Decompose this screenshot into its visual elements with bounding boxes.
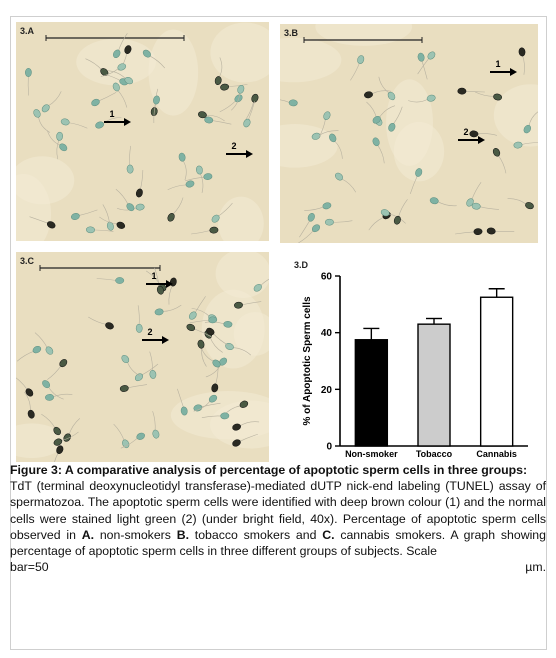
caption-body-2: non-smokers <box>94 527 177 542</box>
sperm-cell <box>297 223 322 243</box>
sperm-cell <box>472 203 500 212</box>
arrow-label: 2 <box>147 327 153 337</box>
sperm-cell <box>25 68 32 95</box>
sperm-head <box>95 121 105 130</box>
caption-ref-b: B. <box>176 527 190 542</box>
sperm-cell <box>125 146 134 174</box>
sperm-cell <box>148 95 160 123</box>
sperm-tail <box>52 394 72 398</box>
pointer-arrow <box>490 59 517 76</box>
sperm-cell <box>211 365 224 393</box>
sperm-head <box>120 385 130 393</box>
sperm-head <box>136 324 142 333</box>
sperm-tail <box>494 230 514 234</box>
sperm-cell <box>62 417 82 443</box>
sperm-head <box>469 130 478 137</box>
sperm-cell <box>41 90 64 114</box>
sperm-cell <box>492 147 510 174</box>
figure-caption <box>10 462 546 575</box>
sperm-head <box>136 203 145 210</box>
sperm-head <box>185 180 195 188</box>
sperm-head <box>322 202 332 210</box>
bar-non-smoker <box>355 340 387 446</box>
y-tick-label: 40 <box>320 328 332 340</box>
sperm-head <box>134 372 144 382</box>
pointer-arrow <box>142 327 169 344</box>
apoptosis-bar-chart <box>280 252 538 467</box>
sperm-tail <box>162 305 182 312</box>
sperm-cell <box>120 354 142 379</box>
sperm-head <box>45 394 54 401</box>
sperm-cell <box>16 345 42 364</box>
sperm-head <box>458 88 467 94</box>
sperm-head <box>125 202 135 212</box>
sperm-tail <box>103 204 110 224</box>
sperm-head <box>364 91 373 99</box>
sperm-tail <box>28 75 29 95</box>
sperm-cell <box>60 118 88 131</box>
sperm-head <box>41 379 51 389</box>
sperm-cell <box>455 228 483 236</box>
sperm-cell <box>364 87 392 98</box>
sperm-tail <box>47 365 61 381</box>
y-axis-label: % of Apoptotic Sperm cells <box>302 296 313 426</box>
sperm-tail <box>280 99 290 103</box>
sperm-head <box>307 212 316 222</box>
sperm-tail <box>127 384 147 389</box>
sperm-tail <box>56 139 60 159</box>
sperm-tail <box>455 232 475 234</box>
sperm-cell <box>147 411 160 439</box>
sperm-head <box>104 321 114 330</box>
sperm-tail <box>246 101 254 120</box>
sperm-head <box>196 165 203 174</box>
sperm-tail <box>137 170 145 190</box>
sperm-tail <box>298 230 314 243</box>
sperm-head <box>24 387 34 397</box>
sperm-head <box>27 409 35 419</box>
sperm-cell <box>350 55 365 83</box>
caption-body-3: tobacco smokers and <box>189 527 323 542</box>
background-blotch <box>280 124 338 168</box>
sperm-tail <box>246 101 257 120</box>
sperm-head <box>242 118 251 128</box>
sperm-head <box>127 165 134 174</box>
caption-ref-c: C. <box>322 527 335 542</box>
sperm-tail <box>465 91 485 92</box>
sperm-head <box>41 103 51 113</box>
sperm-head <box>417 52 425 62</box>
sperm-head <box>224 321 233 328</box>
sperm-head <box>86 226 95 233</box>
sperm-tail <box>98 92 116 101</box>
sperm-head <box>90 98 100 107</box>
caption-body-1: TdT (terminal deoxynucleotidyl transferase)-mediated dUTP nick-end labeling (TUNEL) assay of spermatozoa. The apoptotic sperm cells were identified with deep brown colour (1) and the normal cells were stained light green (2) (under bright field, 40x). Percentage of apoptotic sperm cells observed in <box>10 479 546 542</box>
sperm-cell <box>97 277 124 283</box>
arrow-label: 2 <box>231 141 237 151</box>
caption-body-4: cannabis smokers. A graph showing percentage of apoptotic sperm cells in three different groups of subjects. Scale <box>10 527 546 559</box>
sperm-tail <box>168 183 188 190</box>
chart-panel-d <box>280 252 538 467</box>
sperm-head <box>220 83 229 90</box>
arrow-head <box>124 118 131 126</box>
background-blotch <box>280 38 341 83</box>
sperm-head <box>135 188 143 198</box>
sperm-cell <box>44 130 69 152</box>
sperm-head <box>116 277 124 283</box>
sperm-head <box>56 132 63 141</box>
sperm-tail <box>47 91 62 107</box>
sperm-head <box>116 221 126 230</box>
arrow-head <box>510 68 517 76</box>
arrow-head <box>162 336 169 344</box>
sperm-head <box>32 345 42 354</box>
sperm-cell <box>325 219 352 226</box>
arrow-label: 1 <box>109 109 115 119</box>
sperm-cell <box>112 82 128 109</box>
sperm-head <box>166 212 175 222</box>
sperm-head <box>289 100 298 107</box>
sperm-head <box>71 212 81 220</box>
panel-label-a: 3.A <box>20 26 35 36</box>
sperm-cell <box>120 381 148 393</box>
sperm-head <box>178 152 186 162</box>
sperm-cell <box>101 203 114 231</box>
y-tick-label: 60 <box>320 271 332 283</box>
sperm-cell <box>178 152 190 180</box>
micrograph-panel-b <box>280 24 538 243</box>
bar-tobacco <box>418 324 450 446</box>
panel-label-c: 3.C <box>20 256 35 266</box>
background-blotch <box>315 24 412 46</box>
caption-scale-right: µm. <box>525 560 546 575</box>
sperm-tail <box>114 423 125 442</box>
sperm-cell <box>469 130 497 139</box>
background-blotch <box>218 197 264 241</box>
x-tick-label: Cannabis <box>476 449 517 459</box>
sperm-tail <box>341 177 357 192</box>
sperm-head <box>426 50 436 60</box>
sperm-cell <box>135 305 142 332</box>
sperm-cell <box>45 392 73 401</box>
sperm-cell <box>154 305 182 316</box>
sperm-head <box>325 219 334 225</box>
sperm-tail <box>398 198 407 218</box>
sperm-tail <box>181 160 189 180</box>
sperm-cell <box>90 90 117 107</box>
sperm-tail <box>367 217 385 230</box>
sperm-tail <box>37 115 50 135</box>
sperm-cell <box>280 99 298 107</box>
sperm-tail <box>470 182 483 200</box>
sperm-head <box>149 370 156 379</box>
sperm-cell <box>204 116 232 126</box>
sperm-head <box>203 173 212 180</box>
sperm-head <box>214 76 222 85</box>
sperm-head <box>220 413 229 420</box>
micrograph-b-image <box>280 24 538 243</box>
sperm-tail <box>126 361 141 378</box>
sperm-head <box>60 118 70 126</box>
sperm-tail <box>377 77 390 95</box>
arrow-head <box>246 150 253 158</box>
background-blotch <box>386 79 433 166</box>
caption-body <box>10 478 546 559</box>
micrograph-panel-c <box>16 252 269 462</box>
sperm-tail <box>213 365 220 385</box>
arrow-head <box>478 136 485 144</box>
x-tick-label: Non-smoker <box>345 449 398 459</box>
sperm-head <box>518 47 525 56</box>
sperm-tail <box>16 374 28 391</box>
sperm-tail <box>138 305 139 325</box>
sperm-tail <box>97 279 117 281</box>
sperm-head <box>120 354 130 364</box>
sperm-tail <box>479 207 499 210</box>
sperm-tail <box>422 60 427 80</box>
micrograph-panel-a <box>16 22 269 241</box>
sperm-tail <box>212 120 232 124</box>
sperm-cell <box>135 170 148 198</box>
panel-label-d: 3.D <box>294 260 309 270</box>
sperm-cell <box>191 227 219 236</box>
caption-scale-line <box>10 559 546 575</box>
sperm-head <box>356 55 365 65</box>
sperm-cell <box>334 171 358 194</box>
caption-scale-left: bar=50 <box>10 560 49 575</box>
sperm-head <box>426 94 436 102</box>
pointer-arrow <box>226 141 253 158</box>
background-blotch <box>494 84 538 146</box>
sperm-cell <box>376 75 396 101</box>
sperm-tail <box>114 189 130 205</box>
sperm-head <box>198 111 208 119</box>
sperm-head <box>58 358 68 368</box>
sperm-tail <box>172 197 183 216</box>
sperm-tail <box>78 210 98 216</box>
sperm-tail <box>220 99 237 113</box>
sperm-cell <box>147 351 157 379</box>
sperm-tail <box>376 144 385 163</box>
sperm-head <box>211 383 219 393</box>
arrow-label: 1 <box>151 271 157 281</box>
sperm-tail <box>68 122 88 128</box>
sperm-cell <box>87 314 114 331</box>
sperm-tail <box>228 84 248 88</box>
x-tick-label: Tobacco <box>415 449 453 459</box>
sperm-tail <box>497 155 508 174</box>
sperm-tail <box>475 92 495 97</box>
micrograph-a-image <box>16 22 269 241</box>
sperm-head <box>474 228 483 235</box>
bar-cannabis <box>481 297 513 446</box>
sperm-head <box>152 429 160 439</box>
sperm-tail <box>16 350 34 361</box>
caption-ref-a: A. <box>81 527 95 542</box>
sperm-head <box>472 203 481 210</box>
sperm-head <box>44 345 54 355</box>
sperm-cell <box>372 137 388 164</box>
sperm-head <box>186 323 196 332</box>
sperm-tail <box>304 205 324 213</box>
sperm-head <box>209 227 218 234</box>
sperm-head <box>208 317 217 323</box>
sperm-tail <box>150 411 158 431</box>
sperm-head <box>372 137 381 147</box>
background-blotch <box>210 22 269 82</box>
sperm-head <box>58 142 68 152</box>
sperm-tail <box>200 347 206 367</box>
sperm-cell <box>167 180 195 194</box>
arrow-label: 1 <box>495 59 501 69</box>
sperm-cell <box>458 88 485 95</box>
sperm-tail <box>350 61 359 81</box>
sperm-head <box>234 302 243 309</box>
sperm-tail <box>332 221 352 223</box>
sperm-head <box>429 197 439 205</box>
sperm-head <box>154 308 163 316</box>
sperm-cell <box>299 212 316 239</box>
panel-label-b: 3.B <box>284 28 299 38</box>
sperm-cell <box>244 93 260 121</box>
sperm-cell <box>363 101 384 127</box>
sperm-head <box>32 108 41 118</box>
sperm-cell <box>487 227 515 236</box>
sperm-head <box>334 171 344 181</box>
sperm-cell <box>46 358 69 382</box>
sperm-head <box>492 147 501 157</box>
arrow-label: 2 <box>463 127 469 137</box>
sperm-head <box>136 432 146 441</box>
sperm-cell <box>219 93 244 115</box>
sperm-cell <box>474 89 502 101</box>
sperm-head <box>322 111 331 121</box>
sperm-cell <box>507 194 535 210</box>
sperm-cell <box>112 188 135 212</box>
sperm-cell <box>518 47 527 75</box>
micrograph-c-image <box>16 252 269 462</box>
sperm-head <box>393 215 402 225</box>
sperm-cell <box>429 197 457 209</box>
sperm-tail <box>191 230 211 234</box>
sperm-tail <box>508 196 528 205</box>
sperm-cell <box>119 432 146 449</box>
sperm-tail <box>128 146 132 166</box>
caption-title: Figure 3: A comparative analysis of percentage of apoptotic sperm cells in three groups: <box>10 463 528 477</box>
sperm-cell <box>166 195 184 222</box>
sperm-head <box>493 93 503 101</box>
sperm-cell <box>196 165 206 193</box>
sperm-head <box>25 68 31 77</box>
sperm-cell <box>304 202 332 216</box>
sperm-head <box>487 227 496 234</box>
sperm-cell <box>242 101 259 128</box>
sperm-head <box>188 310 198 320</box>
sperm-tail <box>88 316 107 325</box>
background-blotch <box>216 252 269 298</box>
y-tick-label: 0 <box>326 441 332 453</box>
sperm-tail <box>437 201 457 207</box>
sperm-cell <box>393 197 408 225</box>
sperm-tail <box>117 89 127 108</box>
sperm-tail <box>167 285 173 305</box>
sperm-cell <box>71 208 99 221</box>
sperm-head <box>524 201 534 210</box>
sperm-tail <box>521 55 525 75</box>
y-tick-label: 20 <box>320 384 332 396</box>
sperm-tail <box>477 133 497 136</box>
